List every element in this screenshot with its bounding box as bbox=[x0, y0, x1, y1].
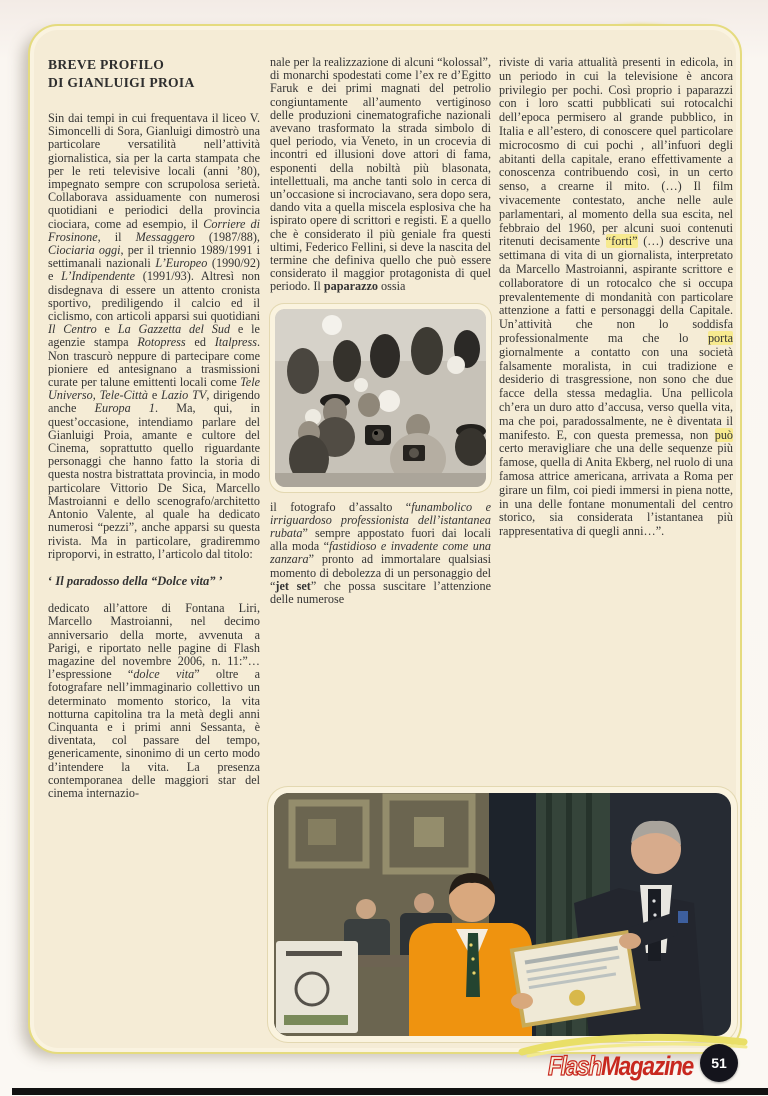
award-ceremony-photo bbox=[268, 787, 737, 1042]
flashmagazine-logo bbox=[548, 1051, 693, 1083]
award-ceremony-photo-image bbox=[274, 793, 731, 1036]
paparazzi-photo bbox=[270, 304, 491, 492]
heading-line-2: DI GIANLUIGI PROIA bbox=[48, 75, 195, 90]
col1-paragraph-2: dedicato all’attore di Fontana Liri, Marcello Mastroianni, nel decimo anniversario della morte, avvenuta a Parigi, e riportato nelle pagine di Flash magazine del novembre 2006, n. 11:”… l’espressione “dolce vita” oltre a fotografare nell’immaginario collettivo un determinato momento storico, la vita notturna capitolina tra la metà degli anni Cinquanta e i primi anni Sessanta, è diventata, col passare del tempo, genericamente, sinonimo di un certo modo d’intendere la vita. La presenza contemporanea delle maggiori star del cinema internazio- bbox=[48, 601, 260, 800]
col2-paragraph-1: nale per la realizzazione di alcuni “kolossal”, di monarchi spodestati come l’ex re d’Egitto Faruk e dei primi magnati del petrolio congiuntamente all’aumento vertiginoso delle produzioni cinematografiche nazionali avevano trasformato la strada simbolo di quel periodo, via Veneto, in un crocevia di incontri ed illusioni dove attori di fama, esponenti della nobiltà più blasonata, intellettuali, ma anche tanti solo in cerca di un’occasione si incrociavano, sera dopo sera, dando vita a quella miscela esplosiva che ha ispirato opere di scrittori e registi. E a quello che è considerato il più geniale fra questi ultimi, Federico Fellini, si deve la nascita del termine che definiva quello che può essere considerato il maggior protagonista di quel periodo. Il paparazzo ossia bbox=[270, 55, 491, 294]
col1-paragraph-1: Sin dai tempi in cui frequentava il liceo V. Simoncelli di Sora, Gianluigi dimostrò una particolare versatilità nell’attività giornalistica, sia per la carta stampata che per le reti televisive locali (anni ’80), impegnato sempre con scrupolosa serietà. Collaborava assiduamente con numerosi quotidiani e periodici della provincia ciociara, come ad esempio, il Corriere di Frosinone, il Messaggero (1987/88), Ciociaria oggi, per il triennio 1989/1991 i settimanali nazionali L’Europeo (1990/92) e L’Indipendente (1991/93). Altresì non disdegnava di essere un attento cronista sportivo, prediligendo il calcio ed il ciclismo, con articoli apparsi sui quotidiani Il Centro e La Gazzetta del Sud e le agenzie stampa Rotopress ed Italpress. Non trascurò neppure di partecipare come pioniere ed antesignano a trasmissioni curate per talune emittenti locali come Tele Universo, Tele-Città e Lazio TV, dirigendo anche Europa 1. Ma, qui, in quest’occasione, intendiamo parlare del Gianluigi Proia, amante e cultore del Cinema, soprattutto quello riguardante personaggi che hanno fatto la storia di questa nostra bistrattata provincia, in modo particolare Vittorio De Sica, Marcello Mastroianni e dello scenografo/architetto Antonio Valente, al quale ha dedicato numerosi “pezzi”, anche apparsi su questa rivista. Ma in particolare, gradiremmo riproporvi, in estratto, l’articolo dal titolo: bbox=[48, 111, 261, 561]
page-number: 51 bbox=[711, 1055, 727, 1071]
article-column-3 bbox=[499, 56, 733, 539]
article-subheading: ‘ Il paradosso della “Dolce vita” ’ bbox=[48, 573, 223, 588]
article-column-2 bbox=[270, 56, 491, 606]
col3-paragraph-1: riviste di varia attualità presenti in edicola, in un periodo in cui la televisione è ancora privilegio per pochi. Così proprio i paparazzi con i loro scatti pubblicati sui rotocalchi dell’epoca permisero al grande pubblico, in Italia e all’estero, di conoscere quel particolare microcosmo di cui pochi , all’infuori degli abitanti della capitale, erano effettivamente a conoscenza contribuendo così, in un certo senso, a crearne il mito. (…) Il film vivacemente contestato, anche nelle aule parlamentari, al momento della sua escita, nel febbraio del 1960, per alcuni suoi contenuti ritenuti decisamente “forti” (…) descrive una settimana di vita di un giornalista, interpretato da Marcello Mastroianni, aspirante scrittore e collaboratore di un rotocalco che si occupa prevalentemente di mondanità con particolare attenzione a fatti e personaggi della Capitale. Un’attività che non lo soddisfa professionalmente ma che lo porta giornalmente a contatto con una società falsamente moralista, in cui tradizione e desiderio di trasgressione, non sono che due facce della stessa medaglia. Una pellicola ch’era un duro atto d’accusa, verso quella vita, ma che poi, paradossalmente, ne è diventata il manifesto. E, con questa premessa, non può certo meravigliare che una delle sequenze più famose, quella di Anita Ekberg, nel ruolo di una famosa attrice americana, arrivata a Roma per girare un film, coi piedi immersi in piena notte, in una delle fontane monumentali del centro storico, sia considerata l’istantanea più rappresentativa di quegli anni…”. bbox=[499, 55, 733, 539]
article-heading bbox=[48, 56, 260, 92]
paparazzi-photo-image bbox=[275, 309, 486, 487]
article-column-1 bbox=[48, 56, 260, 800]
heading-line-1: BREVE PROFILO bbox=[48, 57, 165, 72]
page-number-badge bbox=[700, 1044, 738, 1082]
logo-magazine-text: Magazine bbox=[600, 1051, 693, 1081]
magazine-page-panel bbox=[28, 24, 742, 1054]
bottom-rule bbox=[12, 1088, 768, 1095]
logo-flash-text: Flash bbox=[548, 1051, 601, 1081]
col2-paragraph-2: il fotografo d’assalto “funambolico e irriguardoso professionista dell’istantanea rubata” sempre appostato fuori dai locali alla moda “fastidioso e invadente come una zanzara” pronto ad immortalare qualsiasi momento di debolezza di un personaggio del “jet set” che possa suscitare l’attenzione delle numerose bbox=[270, 499, 492, 607]
